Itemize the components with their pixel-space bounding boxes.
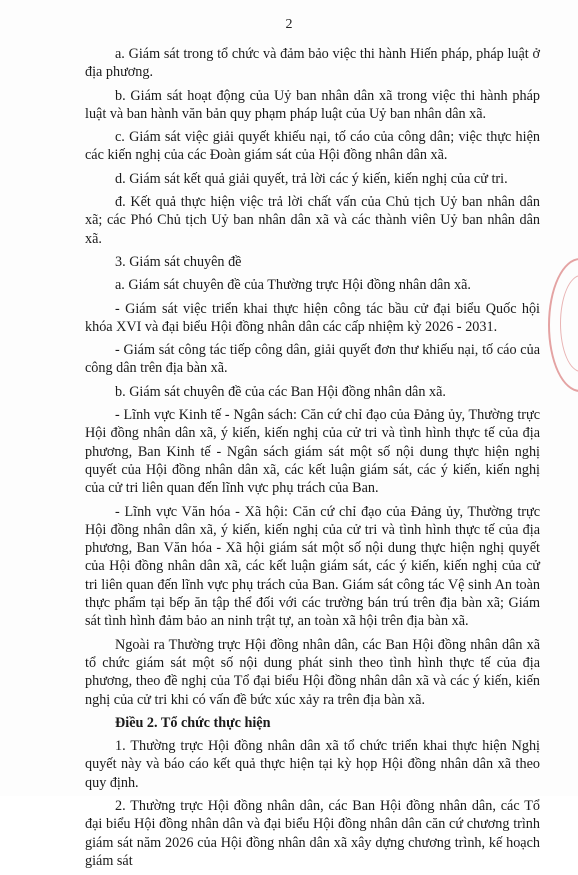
document-body <box>85 45 540 875</box>
bullet-economy-budget: - Lĩnh vực Kinh tế - Ngân sách: Căn cứ chỉ đạo của Đảng ủy, Thường trực Hội đồng nhân dân xã, ý kiến, kiến nghị của cử tri và tình hình thực tế của địa phương, Ban Kinh tế - Ngân sách giám sát một số nội dung thực hiện nghị quyết của Hội đồng nhân dân xã, các kết luận giám sát, các ý kiến, kiến nghị của cử tri liên quan đến lĩnh vực phụ trách của Ban. <box>85 407 540 497</box>
bullet-culture-society: - Lĩnh vực Văn hóa - Xã hội: Căn cứ chỉ đạo của Đảng ủy, Thường trực Hội đồng nhân dân xã, ý kiến, kiến nghị của cử tri và tình hình thực tế của địa phương, Ban Văn hóa - Xã hội giám sát một số nội dung thực hiện nghị quyết của Hội đồng nhân dân xã, các kết luận giám sát, các ý kiến, kiến nghị của cử tri liên quan đến lĩnh vực phụ trách của Ban. Giám sát công tác Vệ sinh An toàn thực phẩm tại bếp ăn tập thể đối với các trường bán trú trên địa bàn xã; Giám sát tình hình đảm bảo an ninh trật tự, an toàn xã hội trên địa bàn xã. <box>85 503 540 630</box>
paragraph-2c: c. Giám sát việc giải quyết khiếu nại, tố cáo của công dân; việc thực hiện các kiến nghị của các Đoàn giám sát của Hội đồng nhân dân xã. <box>85 129 540 164</box>
article-2-clause-2: 2. Thường trực Hội đồng nhân dân, các Ban Hội đồng nhân dân, các Tổ đại biểu Hội đồng nhân dân và đại biểu Hội đồng nhân dân căn cứ chương trình giám sát năm 2026 của Hội đồng nhân dân xã xây dựng chương trình, kế hoạch giám sát <box>85 797 540 869</box>
paragraph-3a: a. Giám sát chuyên đề của Thường trực Hội đồng nhân dân xã. <box>115 277 471 294</box>
bullet-election-supervision: - Giám sát việc triển khai thực hiện công tác bầu cử đại biểu Quốc hội khóa XVI và đại biểu Hội đồng nhân dân các cấp nhiệm kỳ 2026 - 2031. <box>85 300 540 335</box>
article-2-heading: Điều 2. Tổ chức thực hiện <box>115 714 271 731</box>
bullet-citizen-reception: - Giám sát công tác tiếp công dân, giải quyết đơn thư khiếu nại, tố cáo của công dân trên địa bàn xã. <box>85 342 540 377</box>
paragraph-2b: b. Giám sát hoạt động của Uỷ ban nhân dân xã trong việc thi hành pháp luật và ban hành văn bản quy phạm pháp luật của Uỷ ban nhân dân xã. <box>85 87 540 122</box>
article-2-clause-1: 1. Thường trực Hội đồng nhân dân xã tổ chức triển khai thực hiện Nghị quyết này và báo cáo kết quả thực hiện tại kỳ họp Hội đồng nhân dân xã theo quy định. <box>85 738 540 791</box>
paragraph-2dd: đ. Kết quả thực hiện việc trả lời chất vấn của Chủ tịch Uỷ ban nhân dân xã; các Phó Chủ tịch Uỷ ban nhân dân xã và các thành viên Uỷ ban nhân dân xã. <box>85 194 540 247</box>
paragraph-2d: d. Giám sát kết quả giải quyết, trả lời các ý kiến, kiến nghị của cử tri. <box>115 170 508 187</box>
paragraph-additional: Ngoài ra Thường trực Hội đồng nhân dân, các Ban Hội đồng nhân dân xã tổ chức giám sát một số nội dung phát sinh theo tình hình thực tế của địa phương, theo đề nghị của Tổ đại biểu Hội đồng nhân dân xã và các ý kiến, kiến nghị của cử tri khi có vấn đề bức xúc xảy ra trên địa bàn xã. <box>85 636 540 708</box>
section-3-heading: 3. Giám sát chuyên đề <box>115 253 242 270</box>
paragraph-3b: b. Giám sát chuyên đề của các Ban Hội đồng nhân dân xã. <box>115 383 446 400</box>
paragraph-2a: a. Giám sát trong tổ chức và đảm bảo việc thi hành Hiến pháp, pháp luật ở địa phương. <box>85 46 540 81</box>
page-number: 2 <box>285 17 293 32</box>
